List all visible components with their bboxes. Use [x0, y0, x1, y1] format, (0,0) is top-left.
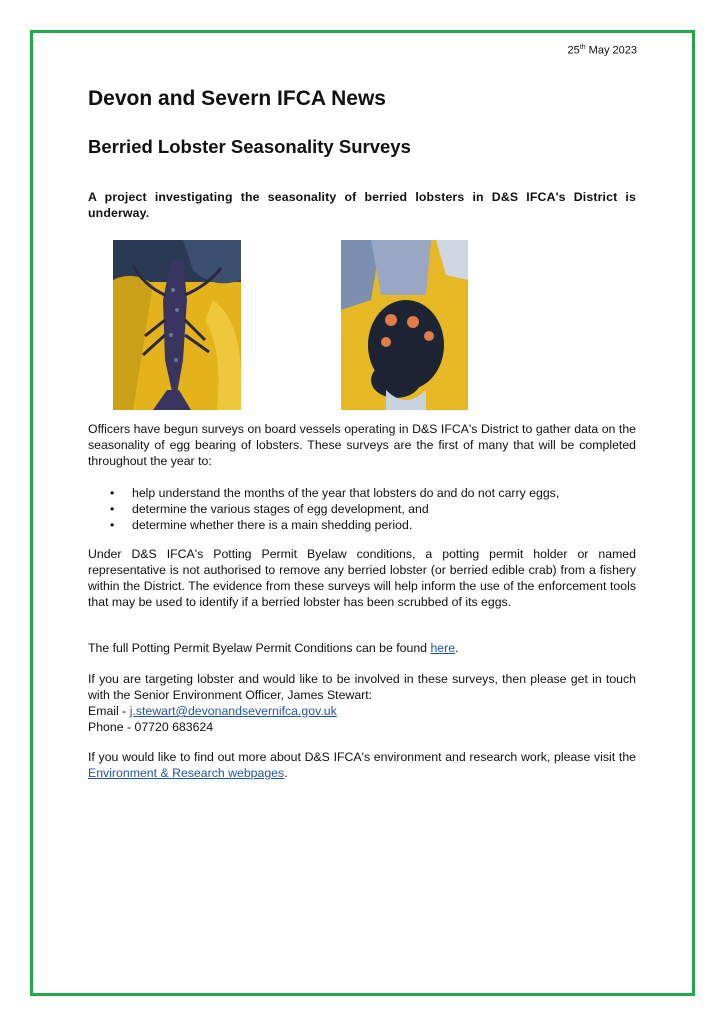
bullet-icon: •: [110, 502, 115, 516]
byelaw-paragraph: Under D&S IFCA's Potting Permit Byelaw conditions, a potting permit holder or named representative is not authorised to remove any berried lobster (or berried edible crab) from a fishery within the District. The evidence from these surveys will help inform the use of the enforcement tools that may be used to identify if a berried lobster has been scrubbed of its eggs.: [88, 547, 636, 609]
intro-paragraph: Officers have begun surveys on board vessels operating in D&S IFCA's District to gather data on the seasonality of egg bearing of lobsters. These surveys are the first of many that will be completed throughout the year to:: [88, 422, 636, 468]
more-info-paragraph: If you would like to find out more about D&S IFCA's environment and research work, please visit the Environment & Research webpages.: [88, 750, 636, 780]
date: 25th May 2023: [567, 44, 637, 57]
conditions-paragraph: The full Potting Permit Byelaw Permit Conditions can be found here.: [88, 641, 459, 655]
lobster-photo: [113, 240, 241, 410]
berried-lobster-photo: [341, 240, 468, 410]
lead-paragraph: A project investigating the seasonality of berried lobsters in D&S IFCA's District is underway.: [88, 190, 636, 220]
contact-paragraph: If you are targeting lobster and would like to be involved in these surveys, then please get in touch with the Senior Environment Officer, James Stewart: Email - j.stewart@devonandsevernifca.gov.uk Phone - 07720 683624: [88, 672, 636, 734]
bullet-icon: •: [110, 518, 115, 532]
survey-aims-list: [88, 485, 636, 533]
list-item: • determine whether there is a main shedding period.: [110, 518, 413, 532]
bullet-icon: •: [110, 486, 115, 500]
phone-number: Phone - 07720 683624: [88, 720, 214, 734]
list-item: • help understand the months of the year that lobsters do and do not carry eggs,: [110, 486, 560, 500]
article-title: Berried Lobster Seasonality Surveys: [88, 136, 411, 157]
conditions-link[interactable]: here: [430, 641, 456, 655]
email-link[interactable]: j.stewart@devonandsevernifca.gov.uk: [129, 704, 337, 718]
environment-research-link[interactable]: Environment & Research webpages: [88, 766, 285, 780]
list-item: • determine the various stages of egg development, and: [110, 502, 429, 516]
page-title: Devon and Severn IFCA News: [88, 87, 386, 110]
